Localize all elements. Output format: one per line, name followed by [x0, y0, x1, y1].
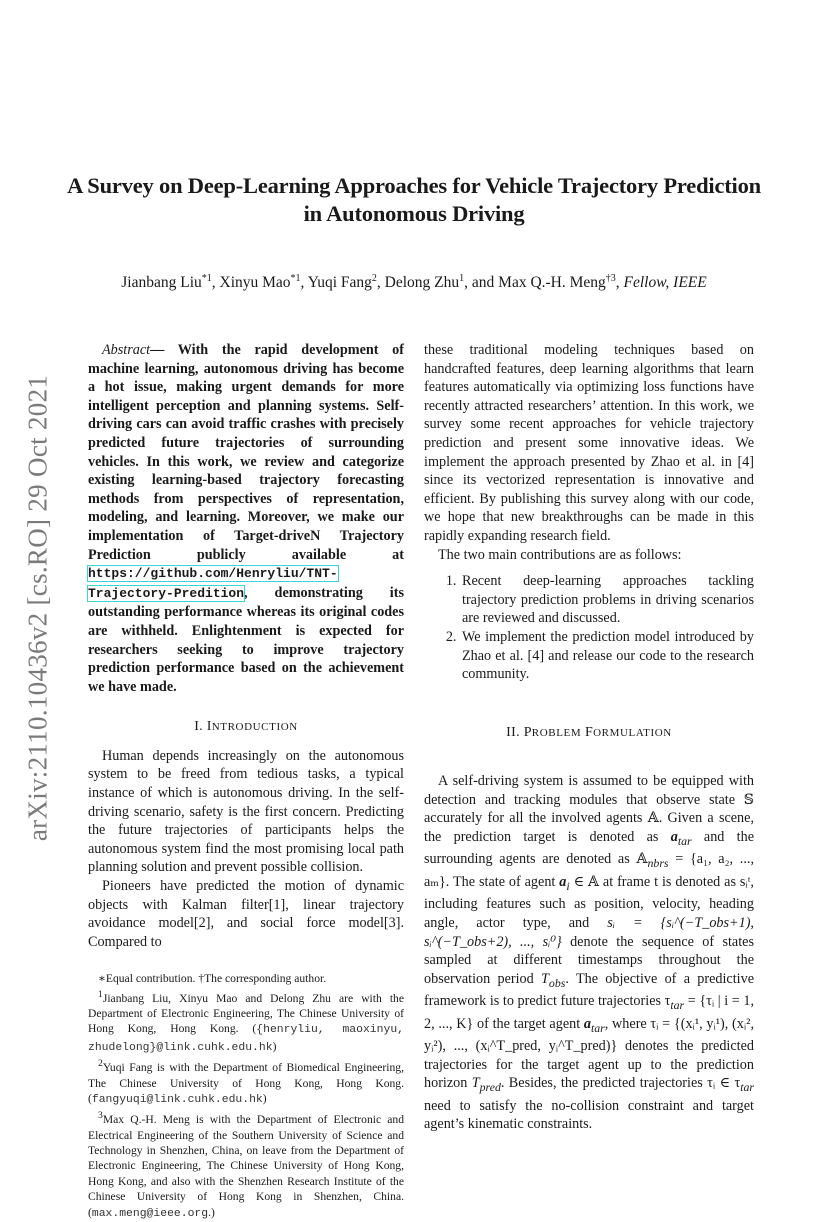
- author-membership: Fellow, IEEE: [623, 274, 707, 291]
- author-mark: *1: [201, 272, 212, 284]
- section-title-initial: F: [585, 724, 594, 740]
- contribution-item: 2. We implement the prediction model introduced by Zhao et al. [4] and release our code to the research community.: [460, 628, 754, 684]
- text: ∈ 𝔸 at frame t is denoted as sᵢᵗ, including features such as position, velocity, heading angle, actor type, and: [424, 873, 754, 931]
- footnote-mark: 1: [98, 988, 103, 1000]
- section-title-rest: ORMULATION: [593, 726, 672, 739]
- abstract-label: Abstract: [102, 342, 151, 358]
- abstract: [88, 341, 404, 696]
- text: need to satisfy the no-collision constraint and target agent’s kinematic constraints.: [424, 1097, 754, 1133]
- author-mark: *1: [290, 272, 301, 284]
- footnote-1: [88, 987, 404, 1056]
- intro-paragraph: Pioneers have predicted the motion of dynamic objects with Kalman filter[1], linear trajectory avoidance model[2], and social force model[3]. Compared to: [88, 878, 404, 950]
- intro-paragraph: Human depends increasingly on the autonomous system to be freed from tedious tasks, a typical instance of which is autonomous driving. In the self-driving scenario, safety is the first concern. Predicting the future trajectories of participants helps the autonomous system find the most promising local path planning solution and prevent possible collision.: [88, 747, 404, 876]
- github-link[interactable]: https://github.com/Henryliu/TNT-Trajectory-Predition: [88, 566, 338, 601]
- author-name: Delong Zhu: [384, 274, 460, 291]
- author-name: Max Q.-H. Meng: [498, 274, 606, 291]
- abstract-text: With the rapid development of machine learning, autonomous driving has become a hot issue, making urgent demands for more intelligent perception and planning systems. Self-driving cars can avoid traffic crashes with precisely predicted future trajectories of surrounding vehicles. In this work, we review and categorize existing learning-based trajectory forecasting methods from perspectives of representation, modeling, and learning. Moreover, we make our implementation of Target-driveN Trajectory Prediction publicly available at: [88, 342, 404, 563]
- footnote-email[interactable]: fangyuqi@link.cuhk.edu.hk: [91, 1093, 263, 1106]
- math-var: a: [670, 829, 678, 846]
- math-var: a: [559, 873, 567, 890]
- section-title-rest: NTRODUCTION: [211, 721, 298, 734]
- intro-paragraph-continued: these traditional modeling techniques based on handcrafted features, deep learning algorithms that learn features automatically via optimizing loss functions have recently attracted researchers’ attention. In this work, we survey some recent approaches for vehicle trajectory prediction and present some innovative ideas. We implement the approach presented by Zhao et al. in [4] since its vectorized representation is innovative and efficient. By publishing this survey along with our code, we hope that new breakthroughs can be made in this rapidly expanding research field.: [424, 342, 754, 544]
- contributions-list: [424, 572, 754, 684]
- text: = {τᵢ | i = 1, 2, ..., K} of the target agent: [424, 993, 754, 1032]
- footnote-equal-contribution: ∗Equal contribution. †The corresponding author.: [98, 972, 327, 986]
- contributions-intro: The two main contributions are as follows:: [438, 546, 682, 563]
- math-sub: obs: [548, 975, 566, 990]
- text: = {a₁, a₂, ..., aₘ}. The state of agent: [424, 851, 754, 890]
- section-number: II.: [506, 724, 520, 740]
- text: and the surrounding agents are denoted as 𝔸: [424, 829, 754, 868]
- text: A self-driving system is assumed to be equipped with detection and tracking modules that observe state 𝕊 accurately for all the involved agents 𝔸. Given a scene, the prediction target is denoted as: [424, 773, 754, 846]
- problem-formulation-paragraph: [424, 772, 754, 1133]
- math-var: T: [471, 1075, 480, 1092]
- text: . The objective of a predictive framework is to predict future trajectories τ: [424, 970, 755, 1010]
- footnote-mark: 3: [98, 1110, 103, 1122]
- arxiv-identifier: arXiv:2110.10436v2 [cs.RO] 29 Oct 2021: [22, 374, 53, 841]
- author-name: Jianbang Liu: [121, 274, 202, 291]
- section-number: I.: [194, 719, 203, 735]
- right-column: [424, 341, 754, 1134]
- abstract-dash: —: [150, 342, 165, 358]
- footnote-mark: 2: [98, 1058, 103, 1070]
- math-var: a: [583, 1015, 591, 1032]
- footnote-text: Yuqi Fang is with the Department of Biomedical Engineering, The Chinese University of Hong Kong, Hong Kong. (: [88, 1061, 404, 1105]
- arxiv-watermark: [24, 365, 52, 850]
- text: . Besides, the predicted trajectories τᵢ ∈ τ: [500, 1075, 741, 1092]
- section-heading-problem-formulation: [424, 724, 754, 743]
- footnote-3: [88, 1108, 404, 1222]
- contribution-item: 1. Recent deep-learning approaches tackling trajectory prediction problems in driving scenarios are reviewed and discussed.: [460, 572, 754, 628]
- footnote-text: Max Q.-H. Meng is with the Department of Electronic and Electrical Engineering of the Southern University of Science and Technology in Shenzhen, China, on leave from the Department of Electronic Engineering, The Chinese University of Hong Kong, Hong Kong, and also with the Shenzhen Research Institute of the Chinese University of Hong Kong in Shenzhen, China. (: [88, 1113, 404, 1219]
- math-sub: tar: [677, 833, 692, 848]
- math-sub: tar: [670, 997, 685, 1012]
- paper-title: A Survey on Deep-Learning Approaches for Vehicle Trajectory Prediction in Autonomous Driving: [67, 173, 761, 226]
- math-expression: sᵢ = {sᵢ^(−T_obs+1), sᵢ^(−T_obs+2), ..., sᵢ⁰}: [424, 914, 754, 950]
- abstract-text-continued: , demonstrating its outstanding performance whereas its original codes are withheld. Enlightenment is expected for researchers seeking to improve trajectory prediction performance based on the achievement we have made.: [88, 584, 404, 695]
- footnote-email[interactable]: {henryliu, maoxinyu, zhudelong}@link.cuhk.edu.hk: [88, 1024, 404, 1054]
- footnote-email[interactable]: max.meng@ieee.org: [91, 1207, 209, 1220]
- section-title-initial: I: [206, 719, 212, 735]
- footnote-2: [88, 1056, 404, 1108]
- footnote-text: ): [272, 1039, 277, 1053]
- footnotes: [88, 971, 404, 1222]
- author-name: Yuqi Fang: [307, 274, 372, 291]
- math-sub: i: [566, 878, 570, 893]
- math-var: T: [541, 970, 549, 987]
- author-mark: 2: [371, 272, 377, 284]
- math-sub: tar: [740, 1079, 754, 1094]
- section-heading-introduction: [88, 718, 404, 737]
- author-list: Jianbang Liu$^{*1}$, Xinyu Mao$^{*1}$, Yuqi Fang$^2$, Delong Zhu$^1$, and Max Q.-H. Meng$^{\dagger 3}$, Fellow, IEEE: [121, 272, 707, 291]
- text: denote the sequence of states sampled at different timestamps throughout the observation period: [424, 933, 754, 987]
- author-mark: †3: [605, 272, 616, 284]
- math-sub: pred: [479, 1079, 501, 1094]
- section-title-initial: P: [523, 724, 532, 740]
- footnote-text: .): [208, 1205, 215, 1219]
- author-name: Xinyu Mao: [219, 274, 291, 291]
- text: , where τᵢ = {(xᵢ¹, yᵢ¹), (xᵢ², yᵢ²), ..., (xᵢ^T_pred, yᵢ^T_pred)} denotes the predicted trajectories for the target agent up to the prediction horizon: [424, 1015, 754, 1092]
- math-sub: tar: [590, 1020, 605, 1035]
- footnote-text: ): [262, 1091, 267, 1105]
- math-sub: nbrs: [647, 856, 669, 871]
- author-mark: 1: [459, 272, 465, 284]
- section-title-rest: ROBLEM: [531, 726, 582, 739]
- footnote-text: Jianbang Liu, Xinyu Mao and Delong Zhu are with the Department of Electronic Engineering, The Chinese University of Hong Kong, Hong Kong. (: [88, 991, 404, 1036]
- author-connector: and: [471, 274, 495, 291]
- left-column: [88, 341, 404, 1222]
